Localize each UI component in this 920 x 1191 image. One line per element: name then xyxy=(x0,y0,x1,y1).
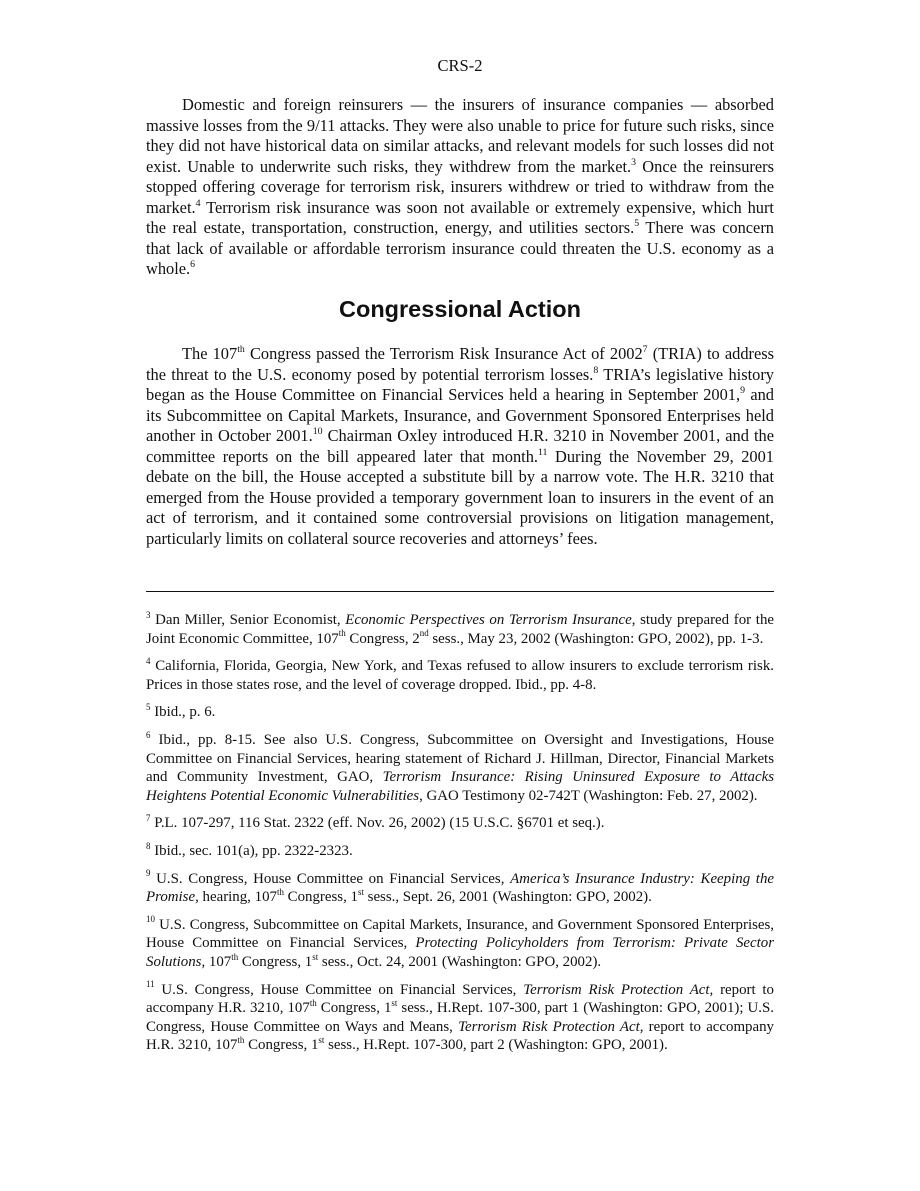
footnote-4 xyxy=(146,657,774,694)
footnote-ref[interactable]: 3 xyxy=(631,156,637,168)
footnote-3 xyxy=(146,611,774,648)
text-run: sess., Sept. 26, 2001 (Washington: GPO, 2002). xyxy=(363,889,652,906)
superscript: st xyxy=(391,997,398,1008)
italic-title: Economic Perspectives on Terrorism Insurance xyxy=(345,612,632,628)
text-run: California, Florida, Georgia, New York, and Texas refused to allow insurers to exclude terrorism risk. Prices in those states rose, and the level of coverage dropped. Ibid., pp. 4-8. xyxy=(146,658,774,693)
text-run: Congress passed the Terrorism Risk Insurance Act of 2002 xyxy=(244,344,643,363)
superscript: st xyxy=(357,886,364,897)
superscript: st xyxy=(312,951,319,962)
footnote-number: 9 xyxy=(146,868,151,879)
text-run: U.S. Congress, House Committee on Financial Services, xyxy=(150,870,511,887)
footnote-number: 4 xyxy=(146,655,151,666)
body-paragraph-reinsurers xyxy=(146,95,774,280)
footnote-ref[interactable]: 6 xyxy=(190,259,196,271)
footnote-ref[interactable]: 11 xyxy=(538,446,548,458)
text-run: U.S. Congress, Subcommittee on Capital Markets, Insurance, and Government Sponsored Enterprises, House Committee on Financial Services, xyxy=(146,916,774,952)
superscript: th xyxy=(338,628,346,639)
text-run: , study prepared for the Joint Economic Committee, 107 xyxy=(146,612,774,647)
text-run: sess., May 23, 2002 (Washington: GPO, 2002), pp. 1-3. xyxy=(428,630,764,647)
text-run: Dan Miller, Senior Economist, xyxy=(150,612,346,628)
text-run: U.S. Congress, House Committee on Financial Services, xyxy=(154,981,524,998)
text-run: sess., Oct. 24, 2001 (Washington: GPO, 2002). xyxy=(318,953,602,970)
text-run: sess., H.Rept. 107-300, part 1 (Washington: GPO, 2001); U.S. Congress, House Committee on Ways and Means, xyxy=(146,1000,774,1035)
superscript: th xyxy=(237,344,245,356)
footnotes xyxy=(146,611,774,1064)
footnote-7 xyxy=(146,814,774,833)
text-run: Congress, 2 xyxy=(345,630,420,647)
text-run: hearing, 107 xyxy=(198,889,277,906)
superscript: th xyxy=(237,1034,245,1045)
superscript: th xyxy=(231,951,239,962)
text-run: , GAO Testimony 02-742T (Washington: Feb. 27, 2002). xyxy=(419,787,758,804)
text-run: report to accompany H.R. 3210, 107 xyxy=(146,981,774,1017)
text-run: There was concern that lack of available or affordable terrorism insurance could threaten the U.S. economy as a whole. xyxy=(146,218,774,278)
italic-title: Protecting Policyholders from Terrorism: Private Sector Solutions xyxy=(146,935,774,970)
italic-title: Terrorism Risk Protection Act, xyxy=(523,981,714,998)
text-run: The 107 xyxy=(182,344,238,363)
section-heading: Congressional Action xyxy=(339,296,581,322)
text-run: sess., H.Rept. 107-300, part 2 (Washington: GPO, 2001). xyxy=(324,1037,668,1054)
footnote-5 xyxy=(146,703,774,722)
text-run: Ibid., sec. 101(a), pp. 2322-2323. xyxy=(150,842,353,859)
text-run: TRIA’s legislative history began as the House Committee on Financial Services held a hearing in September 2001, xyxy=(146,364,774,404)
footnote-ref[interactable]: 4 xyxy=(195,197,201,209)
page-number: CRS-2 xyxy=(437,56,483,75)
footnote-ref[interactable]: 10 xyxy=(312,426,323,438)
text-run: and its Subcommittee on Capital Markets, Insurance, and Government Sponsored Enterprises held another in October 2001. xyxy=(146,385,774,445)
italic-title: Terrorism Risk Protection Act xyxy=(458,1018,640,1035)
footnote-number: 7 xyxy=(146,812,151,823)
superscript: nd xyxy=(419,628,429,639)
text-run: , 107 xyxy=(201,953,232,970)
text-run: Congress, 1 xyxy=(244,1037,319,1054)
footnote-6 xyxy=(146,731,774,805)
text-run: Congress, 1 xyxy=(283,889,358,906)
text-run: Domestic and foreign reinsurers — the insurers of insurance companies — absorbed massive losses from the 9/11 attacks. They were also unable to price for future such risks, since they did not have historical data on similar attacks, and relevant models for such losses did not exist. Unable to underwrite such risks, they withdrew from the market. xyxy=(146,95,774,176)
footnote-11 xyxy=(146,981,774,1055)
footnote-ref[interactable]: 8 xyxy=(593,364,599,376)
footnote-number: 3 xyxy=(146,609,151,620)
text-run: Congress, 1 xyxy=(316,1000,392,1017)
footnote-number: 5 xyxy=(146,701,151,712)
footnote-10 xyxy=(146,916,774,972)
text-run: Once the reinsurers stopped offering coverage for terrorism risk, insurers withdrew or tried to withdraw from the market. xyxy=(146,156,775,217)
footnote-8 xyxy=(146,842,774,861)
footnote-ref[interactable]: 9 xyxy=(740,385,745,397)
superscript: th xyxy=(309,997,317,1008)
footnote-ref[interactable]: 5 xyxy=(634,218,640,230)
text-run: During the November 29, 2001 debate on the bill, the House accepted a substitute bill by a narrow vote. The H.R. 3210 that emerged from the House provided a temporary government loan to insurers in the event of an act of terrorism, and it contained some controversial provisions on litigation management, particularly limits on collateral source recoveries and attorneys’ fees. xyxy=(146,446,774,548)
body-paragraph-congressional-action xyxy=(146,344,774,549)
footnote-separator xyxy=(146,591,774,592)
footnote-9 xyxy=(146,870,774,907)
superscript: st xyxy=(318,1034,325,1045)
superscript: th xyxy=(276,886,284,897)
text-run: Congress, 1 xyxy=(238,953,313,970)
text-run: Ibid., pp. 8-15. See also U.S. Congress, Subcommittee on Oversight and Investigations, House Committee on Financial Services, hearing statement of Richard J. Hillman, Director, Financial Markets and Community Investment, GAO, xyxy=(146,731,774,786)
footnote-number: 11 xyxy=(146,979,155,990)
text-run: , report to accompany H.R. 3210, 107 xyxy=(146,1018,775,1054)
footnote-ref[interactable]: 7 xyxy=(642,344,648,356)
italic-title: America’s Insurance Industry: Keeping the Promise, xyxy=(146,870,774,906)
footnote-number: 6 xyxy=(146,729,151,740)
footnote-number: 10 xyxy=(146,914,155,925)
text-run: (TRIA) to address the threat to the U.S. economy posed by potential terrorism losses. xyxy=(146,344,774,384)
text-run: Chairman Oxley introduced H.R. 3210 in November 2001, and the committee reports on the bill appeared later that month. xyxy=(146,426,774,466)
footnote-number: 8 xyxy=(146,840,151,851)
text-run: P.L. 107-297, 116 Stat. 2322 (eff. Nov. 26, 2002) (15 U.S.C. §6701 et seq.). xyxy=(150,815,605,832)
text-run: Terrorism risk insurance was soon not available or extremely expensive, which hurt the real estate, transportation, construction, energy, and utilities sectors. xyxy=(146,197,774,237)
italic-title: Terrorism Insurance: Rising Uninsured Exposure to Attacks Heightens Potential Economic Vulnerabilities xyxy=(146,769,774,804)
text-run: Ibid., p. 6. xyxy=(150,704,216,721)
